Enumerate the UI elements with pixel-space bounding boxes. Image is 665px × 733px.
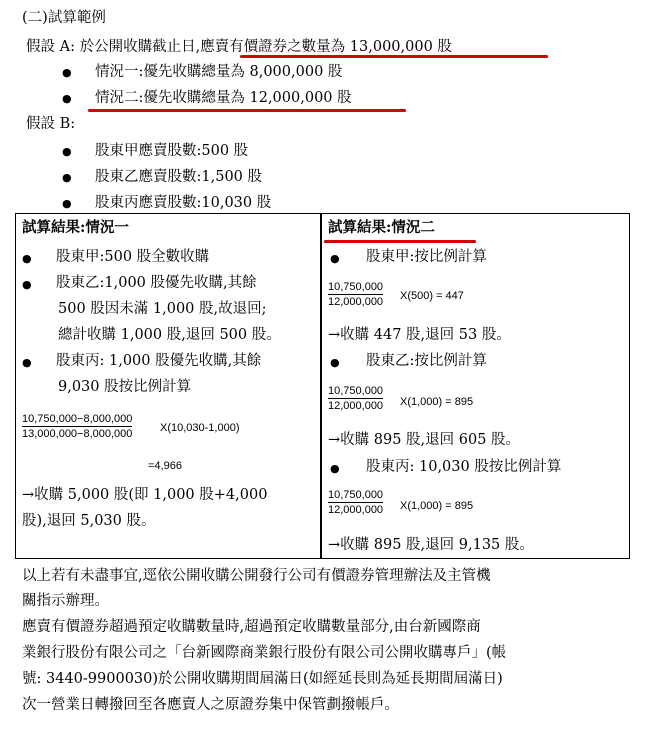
- fraction-denominator: 12,000,000: [328, 504, 384, 516]
- bullet-dot: ●: [62, 145, 72, 158]
- bullet-dot: ●: [62, 197, 72, 210]
- fraction-entry: [328, 489, 383, 516]
- fraction-numerator: 10,750,000: [328, 281, 384, 293]
- result-two-heading: 股東甲:按比例計算: [366, 249, 487, 265]
- highlight-underline-case-two: [88, 109, 406, 112]
- result-one-conclusion: 股),退回 5,030 股。: [22, 513, 156, 529]
- bullet-dot: ●: [22, 278, 32, 291]
- footer-line: 應賣有價證券超過預定收購數量時,超過預定收購數量部分,由台新國際商: [22, 619, 481, 635]
- footer-line: 以上若有未盡事宜,逕依公開收購公開發行公司有價證券管理辦法及主管機: [22, 568, 491, 584]
- fraction-denominator: 12,000,000: [328, 296, 384, 308]
- bullet-dot: ●: [62, 171, 72, 184]
- assumption-a-line: [26, 37, 452, 57]
- result-two-outcome: →收購 895 股,退回 605 股。: [328, 432, 521, 448]
- case-two: 情況二:優先收購總量為 12,000,000 股: [95, 90, 352, 106]
- fraction-entry: [328, 281, 383, 308]
- result-one-line: 股東丙: 1,000 股優先收購,其餘: [56, 353, 262, 369]
- shareholder-b-offer: 股東乙應賣股數:1,500 股: [95, 169, 263, 185]
- footer-line: 號: 3440-9900030)於公開收購期間屆滿日(如經延長則為延長期間屆滿日): [22, 671, 503, 687]
- fraction-multiplier: X(1,000) = 895: [400, 396, 474, 408]
- fraction-multiplier: X(1,000) = 895: [400, 500, 474, 512]
- assumption-b-label: 假設 B:: [26, 116, 76, 132]
- result-one-line: 總計收購 1,000 股,退回 500 股。: [58, 327, 281, 343]
- result-one-title: 試算結果:情況一: [22, 219, 129, 236]
- fraction-numerator: 10,750,000: [328, 489, 384, 501]
- bullet-dot: ●: [330, 462, 340, 475]
- footer-line: 次一營業日轉撥回至各應賣人之原證券集中保管劃撥帳戶。: [22, 697, 399, 713]
- bullet-dot: ●: [22, 252, 32, 265]
- bullet-dot: ●: [62, 92, 72, 105]
- fraction-numerator: 10,750,000−8,000,000: [22, 413, 133, 425]
- footer-line: 關指示辦理。: [22, 593, 109, 609]
- result-two-heading: 股東乙:按比例計算: [366, 353, 487, 369]
- fraction-denominator: 12,000,000: [328, 400, 384, 412]
- result-one-line: 9,030 股按比例計算: [58, 379, 192, 395]
- bullet-dot: ●: [330, 252, 340, 265]
- result-one-line: 股東甲:500 股全數收購: [56, 249, 210, 265]
- result-one-line: 500 股因未滿 1,000 股,故退回;: [58, 301, 267, 317]
- result-one-conclusion: →收購 5,000 股(即 1,000 股+4,000: [22, 487, 268, 503]
- footer-line: 業銀行股份有限公司之「台新國際商業銀行股份有限公司公開收購專戶」(帳: [22, 645, 507, 661]
- assumption-a-prefix: 於公開收購截止日,: [79, 39, 201, 55]
- result-two-title: 試算結果:情況二: [328, 219, 435, 236]
- fraction-result: =4,966: [148, 460, 182, 472]
- case-one: 情況一:優先收購總量為 8,000,000 股: [95, 64, 343, 80]
- fraction-numerator: 10,750,000: [328, 385, 384, 397]
- result-two-outcome: →收購 895 股,退回 9,135 股。: [328, 537, 534, 553]
- fraction-entry: [328, 385, 383, 412]
- result-two-heading: 股東丙: 10,030 股按比例計算: [366, 459, 562, 475]
- result-two-outcome: →收購 447 股,退回 53 股。: [328, 327, 511, 343]
- highlight-underline-a: [240, 55, 548, 58]
- fraction-multiplier: X(10,030-1,000): [160, 422, 240, 434]
- section-title: (二)試算範例: [22, 10, 106, 26]
- fraction-multiplier: X(500) = 447: [400, 290, 464, 302]
- fraction-case-one: [22, 413, 132, 440]
- result-one-line: 股東乙:1,000 股優先收購,其餘: [56, 275, 257, 291]
- shareholder-a-offer: 股東甲應賣股數:500 股: [95, 143, 249, 159]
- bullet-dot: ●: [330, 356, 340, 369]
- assumption-a-label: 假設 A:: [26, 39, 75, 55]
- fraction-denominator: 13,000,000−8,000,000: [22, 428, 133, 440]
- assumption-a-highlight: 應賣有價證券之數量為 13,000,000 股: [200, 39, 452, 55]
- highlight-underline-result-two: [324, 240, 476, 243]
- bullet-dot: ●: [22, 356, 32, 369]
- bullet-dot: ●: [62, 66, 72, 79]
- shareholder-c-offer: 股東丙應賣股數:10,030 股: [95, 195, 272, 211]
